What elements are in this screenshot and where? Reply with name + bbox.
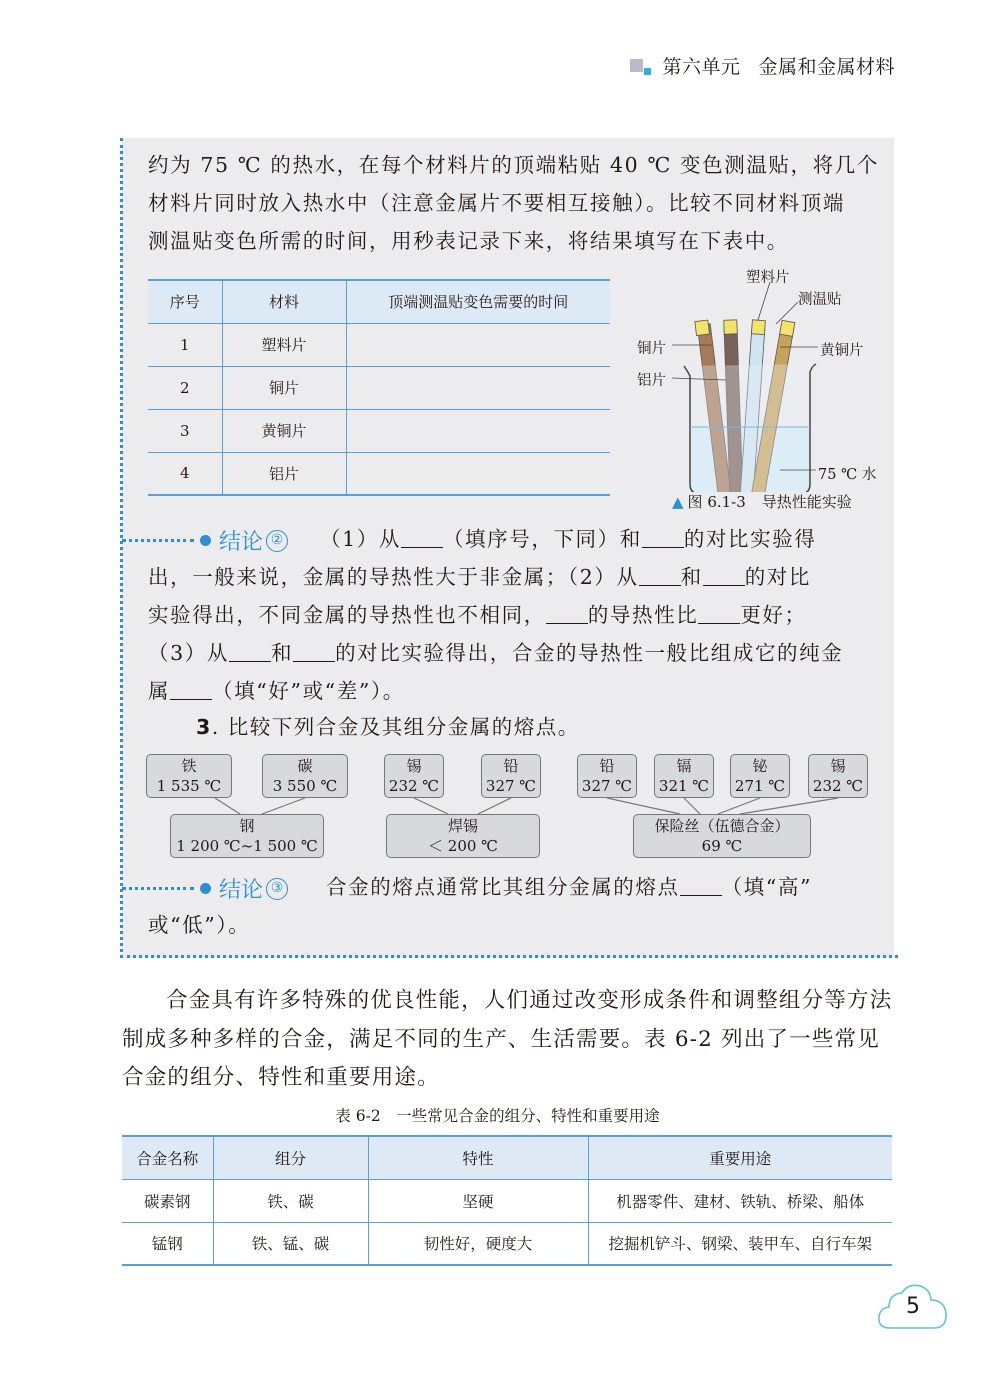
conclusion-3-label: 结论 ③ — [122, 873, 288, 904]
table-row: 1 塑料片 — [148, 323, 610, 366]
alloy-steel: 钢 1 200 ℃~1 500 ℃ — [170, 814, 324, 858]
metal-cadmium: 镉 321 ℃ — [654, 754, 714, 798]
sticker — [695, 320, 710, 335]
table-row: 锰钢 铁、锰、碳 韧性好，硬度大 挖掘机铲斗、钢梁、装甲车、自行车架 — [122, 1222, 892, 1265]
conclusion-2-line3: 实验得出，不同金属的导热性也不相同， 的导热性比 更好； — [148, 603, 807, 627]
main-paragraph: 合金具有许多特殊的优良性能，人们通过改变形成条件和调整组分等方法制成多种多样的合金，满足不同的生产、生活需要。表 6-2 列出了一些常见合金的组分、特性和重要用途。 — [122, 988, 893, 1090]
table-row: 碳素钢 铁、碳 坚硬 机器零件、建材、铁轨、桥梁、船体 — [122, 1179, 892, 1222]
sticker — [724, 320, 737, 334]
sticker — [751, 320, 765, 335]
metal-tin: 锡 232 ℃ — [384, 754, 444, 798]
page-number: 5 — [876, 1280, 950, 1338]
beaker-figure — [630, 262, 890, 492]
bullet-icon — [200, 883, 211, 894]
table-title: 表 6-2 一些常见合金的组分、特性和重要用途 — [335, 1107, 660, 1125]
conclusion-2-line5: 属 （填“好”或“差”）。 — [148, 679, 405, 703]
label-water: 75 ℃ 水 — [818, 467, 877, 483]
metal-tin: 锡 232 ℃ — [808, 754, 868, 798]
alloy-table: 合金名称 组分 特性 重要用途 碳素钢 铁、碳 坚硬 机器零件、建材、铁轨、桥梁、船体 锰钢 铁、锰、碳 韧性好，硬度大 挖掘机铲斗、钢梁、装甲车、自行车架 — [122, 1135, 892, 1266]
page-header — [630, 52, 895, 79]
metal-lead: 铅 327 ℃ — [481, 754, 541, 798]
label-copper: 铜片 — [637, 341, 666, 357]
table-row: 4 铝片 — [148, 452, 610, 495]
up-arrow-icon: ▲ — [672, 492, 684, 511]
conclusion-3-line1: 合金的熔点通常比其组分金属的熔点 （填“高” — [326, 875, 813, 899]
label-aluminum: 铝片 — [637, 373, 666, 389]
sticker — [780, 320, 795, 336]
header-squares-icon — [630, 55, 652, 77]
label-brass: 黄铜片 — [820, 343, 864, 359]
metal-lead: 铅 327 ℃ — [577, 754, 637, 798]
beaker — [684, 364, 816, 492]
label-sticker: 测温贴 — [798, 292, 842, 308]
table-row: 2 铜片 — [148, 366, 610, 409]
alloy-fuse: 保险丝（伍德合金） 69 ℃ — [633, 814, 811, 858]
step-3-heading: 3. 比较下列合金及其组分金属的熔点。 — [196, 715, 580, 739]
conclusion-3-line2: 或“低”）。 — [148, 913, 251, 937]
conclusion-2-label: 结论 ② — [122, 525, 288, 556]
experiment-table: 序号 材料 顶端测温贴变色需要的时间 1 塑料片 2 铜片 3 黄铜片 4 铝片 — [148, 279, 610, 496]
figure-caption: ▲ 图 6.1-3 导热性能实验 — [672, 492, 852, 511]
conclusion-2-line4: （3）从 和 的对比实验得出，合金的导热性一般比组成它的纯金 — [148, 641, 844, 665]
table-row: 3 黄铜片 — [148, 409, 610, 452]
conclusion-2-line2: 出，一般来说，金属的导热性大于非金属；（2）从 和 的对比 — [148, 565, 812, 589]
metal-iron: 铁 1 535 ℃ — [146, 754, 232, 798]
label-plastic: 塑料片 — [746, 270, 790, 286]
metal-carbon: 碳 3 550 ℃ — [262, 754, 348, 798]
intro-text: 约为 75 ℃ 的热水，在每个材料片的顶端粘贴 40 ℃ 变色测温贴，将几个 材料片同时放入热水中（注意金属片不要相互接触）。比较不同材料顶端 测温贴变色所需的时间，用秒表记录下来，将结果填写在下表中。 — [148, 153, 879, 253]
metal-bismuth: 铋 271 ℃ — [730, 754, 790, 798]
conclusion-2-line1: （1）从 （填序号，下同）和 的对比实验得 — [320, 527, 817, 551]
alloy-solder: 焊锡 ＜ 200 ℃ — [386, 814, 540, 858]
bullet-icon — [200, 535, 211, 546]
header-title: 第六单元 金属和金属材料 — [662, 56, 895, 78]
dotted-border-bottom — [120, 955, 898, 958]
